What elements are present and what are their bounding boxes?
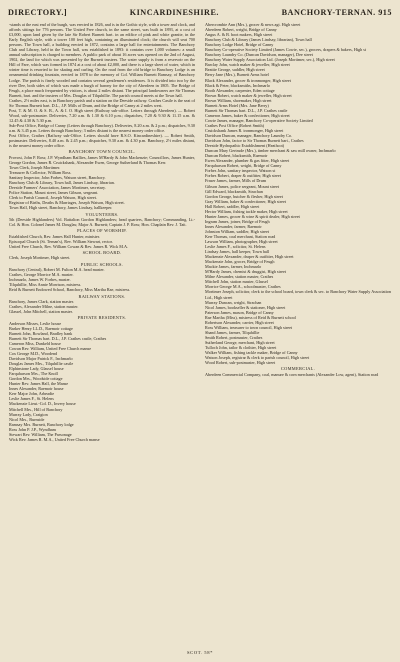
directory-entry: Burnett Sir Thomas bart. D.L., J.P. Crathes castle, Crathes: [9, 335, 107, 341]
directory-entry: Stewart Rev. William, The Parsonage: [9, 431, 72, 437]
directory-entry: Tulloch John, tailor & clothier, High street: [205, 345, 277, 350]
directory-entry: Gray William, baker & confectioner, High street: [205, 198, 286, 204]
section-heading: COMMERCIAL.: [280, 366, 316, 372]
directory-entry: Brown Robert, watch maker & jeweller, High street: [205, 92, 292, 98]
directory-entry: Black Alexander, grocer & ironmonger, High street: [205, 77, 291, 83]
directory-entry: Barclay John, watch maker & jeweller, High street: [205, 62, 290, 68]
directory-entry: Mitchell Mrs., Hill of Banchory: [9, 406, 63, 412]
directory-entry: Mackenzie Lieut.-Col. D., Invery house: [9, 401, 76, 407]
directory-entry: Deeside Hydropathic Establishment (Heathcot): [205, 143, 285, 149]
directory-entry: Walker William, fishing tackle maker, Bridge of Canny: [205, 350, 298, 356]
directory-entry: Gordon Mrs., Woodside cottage: [9, 376, 63, 382]
directory-entry: Lindsay James, hall keeper, Town hall: [205, 249, 270, 255]
directory-entry: Treasurer & Collector, William Ross.: [9, 169, 72, 175]
directory-entry: Cruickshank James R. ironmonger, High street: [205, 127, 284, 133]
directory-entry: Provost, John P. Ross; J.P. Wyndham Baillies, James M'Hardy & John Mackenzie; Councillors, James Hunter, George Gordon, James R. Cruickshank, Alexander Ewen, George Sutherland & Thomas Kerr.: [9, 154, 195, 165]
directory-entry: Nicol James, bookseller & stationer, High street: [205, 304, 286, 310]
directory-entry: Leslie James F., St. Helens: [9, 396, 54, 402]
directory-entry: Gibson James, police sergeant, Mount street: [205, 183, 280, 189]
directory-entry: Anderson Misses, Leslie house: [9, 320, 62, 326]
directory-entry: Police Station, Mount street, James Gibson, sergeant.: [9, 190, 99, 196]
directory-entry: Aberdeen Robert, wright, Bridge of Canny: [205, 27, 277, 33]
directory-entry: Clerk to Parish Council, Joseph Watson, High street.: [9, 195, 97, 201]
directory-entry: Banchory, James Clark, station master.: [9, 298, 74, 304]
section-heading: PLACES OF WORSHIP.: [77, 228, 127, 234]
directory-entry: Banchory Laundry Co. (Duncan Davidson, manager), Dee street: [205, 52, 313, 58]
directory-entry: Rae Martha (Miss), mistress of Reid & Burnett school: [205, 314, 296, 320]
directory-entry: -stands at the east end of the burgh, was erected in 1826, and is in the Gothic style, with a tower and clock, and affords sittings for 776 persons. The United Free church, in the same street, was built in 1893, at a cost of £3,000, upon land given by the late Sir Robert Burnett bart. in an edifice of pink and white granite, in the Early English style, with a tower 100 feet high, containing an illuminated clock; the church will seat 700 persons. The Town hall, a building erected in 1872, contains a large hall for entertainments. The Banchory Club and Library, held in the Town hall, was established in 1893: it contains over 1,000 volumes: a small annual subscription is charged to members. A public park of about 16 acres was opened on the 2nd of August, 1902, the land for which was presented by the Burnett trustees. The water supply is from a reservoir on the Hill of Fare, which was formed in 1874 at a cost of about £2,000, and there is a large sheet of water, which in winter time is resorted to for skating and curling. On the road from the old bridge to Banchory Lodge is an ornamental drinking fountain, erected in 1878 to the memory of Col. William Burnett Ramsay, of Banchory Lodge. The parish is finely wooded and contains several gentlemen's residences. It is divided into two by the river Dee, both sides of which was made a burgh of barony for the city of Aberdeen in 1805. The Bridge of Feugh, a place much frequented by visitors, is about 2 miles distant. The principal landowners are Sir Thomas Burnett, bart. and the trustees of Mrs. Douglas of Tilquhillie. The parish council meets at the Town hall.: [9, 22, 195, 98]
directory-entry: Hector William, fishing tackle maker, High street: [205, 208, 288, 214]
directory-entry: Banchory Lodge Hotel, Bridge of Canny: [205, 42, 274, 48]
directory-entry: Post Office, Crathes (Railway sub-Office. Letters should have R.S.O. Kincardineshire). — Robert Smith, postmaster. Deliveries, 8.40 a.m. & 2.45 p.m.; dispatches, 9.30 a.m. & 4.30 p.m. Banchory, 2½ miles distant, is the nearest money order office.: [9, 133, 195, 149]
directory-entry: Mackenzie Alexander, draper & outfitter, High street: [205, 254, 294, 260]
directory-entry: Ross John P. J.P., Wyndham: [9, 426, 56, 432]
directory-entry: Burnett Sir Thomas bart. D.L., J.P. Crathes castle: [205, 107, 288, 113]
directory-entry: Mackie James, farmer, Inchmarlo: [205, 264, 262, 270]
directory-entry: Berry Jane (Mrs.), Burnett Arms hotel: [205, 72, 269, 78]
directory-entry: 5th (Deeside Highlanders) Vol. Battalion Gordon Highlanders; head quarters, Banchory; Commanding, Lt.-Col. & Hon. Colonel James M. Douglas; Major A. Burnett; Captain J. P. Ross; Hon. Chaplain Rev. J. Tait.: [9, 216, 195, 227]
directory-entry: Lawson William, photographer, High street: [205, 239, 278, 245]
directory-entry: Hunter James, grocer & wine & spirit dealer, High street: [205, 213, 300, 219]
directory-entry: Wick Rev. James R. M.A., United Free Church manse: [9, 436, 100, 442]
directory-entry: Beattie George, saddler, High street: [205, 67, 265, 73]
page-header: [8, 5, 392, 19]
directory-entry: Sutherland George, merchant, High street: [205, 339, 275, 345]
directory-entry: Johnston William, saddler, High street: [205, 228, 270, 234]
directory-entry: Sub-Post Office, Bridge of Canny (Letters through Banchory). Deliveries, 8.20 a.m. & 2 p.m.; dispatches, 9.30 a.m. & 3.45 p.m. Letters through Banchory; 3 miles distant is the nearest money order office.: [9, 122, 195, 133]
right-column: [205, 22, 391, 658]
section-heading: VOLUNTEERS.: [85, 211, 119, 217]
directory-entry: M'Hardy James, chemist & druggist, High street: [205, 269, 287, 275]
directory-entry: Fraser James, farmer, Mills of Drum: [205, 178, 267, 184]
directory-entry: Barker Henry LL.D., Raemoir cottage: [9, 325, 73, 331]
directory-entry: Forbes Robert, draper & outfitter, High street: [205, 173, 281, 179]
directory-entry: Milne Alexander, station master, Crathes: [205, 274, 274, 280]
section-heading: RAILWAY STATIONS.: [78, 293, 126, 299]
directory-entry: Robertson Alexander, carrier, High street: [205, 319, 274, 325]
directory-entry: Hall Robert, saddler, High street: [205, 203, 260, 209]
directory-entry: Banchory Water Supply Association Ltd. (Joseph Mortimer, sec.), High street: [205, 57, 335, 63]
directory-entry: Shand James, farmer, Tilquhillie: [205, 329, 260, 335]
section-heading: PRIVATE RESIDENTS.: [77, 315, 127, 321]
directory-entry: Murray Duncan, wright, Strachan: [205, 299, 262, 305]
directory-entry: Elphinstone Lady, Glassel house: [9, 366, 64, 372]
directory-entry: Brown William, shoemaker, High street: [205, 97, 272, 103]
directory-entry: Black & Peter, blacksmiths, Inchmarlo: [205, 82, 270, 88]
header-left: DIRECTORY.]: [8, 7, 68, 17]
directory-entry: Ramsay Mrs. Burnett, Banchory lodge: [9, 421, 74, 427]
directory-entry: Davidson John, factor to Sir Thomas Burnett bart., Crathes: [205, 138, 304, 144]
directory-entry: Cameron James, baker & confectioner, High street: [205, 112, 290, 118]
directory-entry: Crathes, Alexander Milne, station master.: [9, 304, 79, 309]
directory-entry: Gill Edward, blacksmith, Strachan: [205, 188, 263, 194]
directory-entry: Ewen Alexander, plumber & gas fitter, High street: [205, 158, 290, 164]
directory-entry: Morrice George M.A., schoolmaster, Crathes: [205, 284, 281, 290]
directory-entry: Forbes John, sanitary inspector, Watson st: [205, 168, 276, 174]
directory-entry: Registrar of Births, Deaths & Marriages, Joseph Watson, High street.: [9, 200, 125, 206]
directory-entry: Cowie James, manager, Banchory Co-operative Society Limited: [205, 117, 313, 123]
directory-entry: Established Church, Rev. James Hall Hunter, minister.: [9, 233, 100, 239]
section-heading: SCHOOL BOARD.: [82, 249, 122, 255]
directory-entry: Duncan Robert, blacksmith, Raemoir: [205, 153, 268, 159]
header-right: BANCHORY-TERNAN. 915: [281, 7, 392, 17]
directory-entry: Crathes, George Morrice M.A. master.: [9, 272, 74, 278]
directory-entry: Farquharson Mrs., The Knoll: [9, 371, 58, 377]
directory-entry: Cameron Miss, Dunkeld house: [9, 340, 61, 346]
directory-entry: Mackenzie John, grocer, Bridge of Feugh: [205, 259, 275, 265]
directory-entry: Mitchell John, station master, Glassel: [205, 279, 268, 285]
directory-entry: Reid & Burnett Endowed School, Banchory, Miss Martha Rae, mistress.: [9, 287, 131, 293]
directory-entry: Hunter Rev. James Hall, the Manse: [9, 381, 69, 387]
directory-entry: Angus A. & B. boot makers, High street: [205, 32, 273, 38]
directory-entry: Burnett John, Rowland, Bradley bank: [9, 330, 73, 336]
directory-entry: Ross William, treasurer to town council, High street: [205, 324, 293, 330]
directory-entry: Clerk, Joseph Mortimer, High street.: [9, 255, 71, 261]
directory-entry: Deeside Farmers' Association, James Mortimer, secretary.: [9, 185, 106, 191]
directory-entry: Banchory (Central), Robert M. Fulton M.A. head master.: [9, 267, 105, 273]
page-footer: SCOT. 58*: [187, 650, 213, 655]
directory-entry: Inchmarlo, James W. Forbes, master.: [9, 277, 71, 283]
directory-entry: Episcopal Church (St. Ternan's), Rev. William Stewart, rector.: [9, 238, 113, 244]
header-center: KINCARDINESHIRE.: [129, 7, 219, 17]
directory-entry: Kerr Thomas, coal merchant, Station road: [205, 233, 276, 239]
directory-entry: Innes Alexander, farmer, Raemoir: [205, 223, 262, 229]
section-heading: PUBLIC SCHOOLS.: [80, 261, 124, 267]
directory-entry: United Free Church, Rev. William Cowan & Rev. James R. Wick M.A.: [9, 243, 129, 249]
directory-entry: Davidson Major Patrick F., Inchmarlo: [9, 356, 73, 362]
directory-entry: Glassel, John Mitchell, station master.: [9, 309, 73, 315]
directory-entry: Town Clerk, Joseph Mortimer.: [9, 164, 61, 170]
directory-entry: Banchory Club & Library (James Lindsay, librarian), Town hall: [205, 37, 312, 43]
directory-entry: Tilquhillie, Miss Annie Morrison, mistress.: [9, 282, 82, 288]
directory-entry: Innes Alexander, Raemoir house: [9, 386, 64, 392]
directory-entry: Banchory Co-operative Society Limited (James Cowie, sec.), grocers, drapers & bakers, High st: [205, 47, 367, 53]
directory-entry: Ingram James, joiner, Bridge of Feugh: [205, 218, 270, 224]
directory-entry: Nicol Mrs., Burnside: [9, 416, 45, 422]
directory-entry: Watson Joseph, registrar & clerk to parish council, High street: [205, 355, 310, 361]
directory-entry: Crathes, 2½ miles east, is in Banchory parish and a station on the Deeside railway. Crathes Castle is the seat of Sir Thomas Burnett bart. D.L., J.P. Mills of Drum, and the Bridge of Canny at 2 miles west.: [9, 97, 195, 108]
directory-entry: Farquharson Robert, wright, Bridge of Canny: [205, 163, 282, 169]
directory-entry: Paterson James, mason, Bridge of Canny: [205, 309, 274, 315]
directory-entry: Abercrombie Ann (Mrs.), grocer & news agt. High street: [205, 22, 301, 27]
directory-entry: Kerr Major John, Arbeadie: [9, 391, 55, 397]
directory-entry: Cowan Rev. William, United Free Church manse: [9, 345, 92, 351]
directory-entry: Booth Alexander, carpenter, Eden cottage: [205, 87, 275, 93]
directory-entry: Mortimer Joseph, solicitor, clerk to the school board, town clerk & sec. to Banchory Water Supply Association Ltd., High street: [205, 289, 391, 300]
directory-entry: Sanitary Inspector, John Forbes, Watson street, Banchory.: [9, 174, 106, 180]
directory-entry: Leslie James F., solicitor, St. Helens: [205, 244, 266, 250]
directory-entry: Burnett Arms Hotel (Mrs. Jane Berry): [205, 102, 269, 108]
left-column: [9, 22, 195, 658]
directory-entry: Cox George M.D., Woodend: [9, 351, 58, 356]
directory-entry: Smith Robert, postmaster, Crathes: [205, 334, 263, 340]
directory-entry: Douglas James Mrs., Tilquhillie castle: [9, 361, 74, 367]
directory-entry: Post, T. & M. O. & S. B., A. & I. O. High street (Railway sub-office. Letters through Aberdeen). — Robert Wood, sub-postmaster. Deliveries, 7.20 a.m. & 1.30 & 6.10 p.m.; dispatches, 7.20 & 9.30 & 11.15 a.m. & 12.45 & 4.30 & 5.30 p.m.: [9, 107, 195, 123]
directory-entry: Gordon George, butcher & flesher, High street: [205, 193, 283, 199]
directory-entry: Crathes Post Office (Robert Smith): [205, 122, 265, 128]
directory-entry: Duncan Mary Gertrude (Mrs.), timber merchant & saw mill owner, Inchmarlo: [205, 148, 336, 154]
directory-entry: Murray Lady, Craigton: [9, 411, 48, 417]
directory-entry: Wood Robert, sub-postmaster, High street: [205, 360, 276, 366]
directory-entry: Banchory Club & Library, Town hall, James Lindsay, librarian.: [9, 180, 115, 186]
directory-entry: Aberdeen Commercial Company, coal, manure & corn merchants (Alexander Low, agent), Station road: [205, 371, 379, 377]
section-heading: BANCHORY TOWN COUNCIL.: [68, 149, 136, 155]
directory-entry: Town Hall, High street, Banchory, James Lindsay, hallkeeper.: [9, 205, 113, 211]
directory-entry: Davidson Duncan, manager, Banchory Laundry Co.: [205, 133, 293, 139]
